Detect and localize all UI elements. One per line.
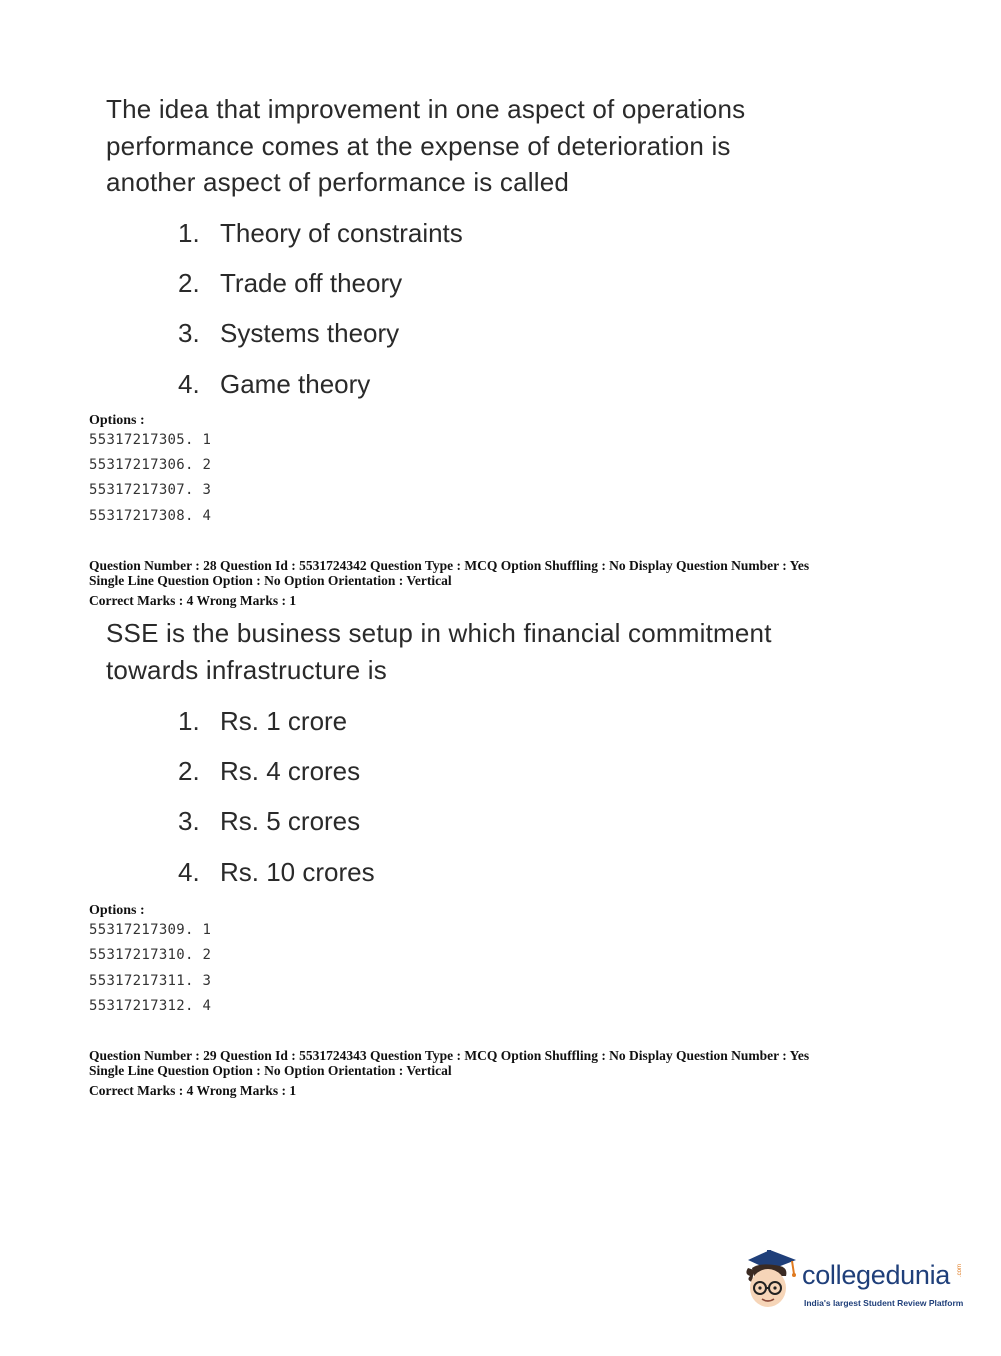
choice-number: 3. (178, 318, 200, 348)
choice-text: Rs. 5 crores (220, 806, 361, 836)
question-28-choice-2 (178, 756, 360, 787)
choice-number: 4. (178, 369, 200, 399)
option-id-row: 55317217308. 4 (89, 508, 212, 524)
option-id-row: 55317217309. 1 (89, 922, 212, 938)
choice-number: 1. (178, 218, 200, 248)
question-text-line: SSE is the business setup in which financial commitment (106, 618, 772, 648)
choice-text: Theory of constraints (220, 218, 463, 248)
question-27-choice-4 (178, 369, 370, 400)
options-label: Options : (89, 903, 145, 918)
meta-line: Correct Marks : 4 Wrong Marks : 1 (89, 593, 297, 608)
option-id-row: 55317217312. 4 (89, 998, 212, 1014)
option-id-row: 55317217307. 3 (89, 482, 212, 498)
question-27-choice-2 (178, 268, 402, 299)
brand-name: collegedunia (802, 1260, 951, 1290)
meta-line: Question Number : 28 Question Id : 5531724342 Question Type : MCQ Option Shuffling : No Display Question Number : Yes (89, 558, 810, 573)
choice-number: 2. (178, 268, 200, 298)
question-text-line: another aspect of performance is called (106, 167, 570, 197)
choice-text: Game theory (220, 369, 371, 399)
choice-text: Systems theory (220, 318, 400, 348)
choice-number: 3. (178, 806, 200, 836)
question-28-choice-4 (178, 857, 375, 888)
mascot-graduate-icon (740, 1246, 800, 1312)
option-id-row: 55317217305. 1 (89, 432, 212, 448)
question-28-meta (89, 558, 889, 608)
option-id-row: 55317217310. 2 (89, 947, 212, 963)
choice-text: Trade off theory (220, 268, 403, 298)
meta-line: Single Line Question Option : No Option Orientation : Vertical (89, 1063, 452, 1078)
option-id-row: 55317217311. 3 (89, 973, 212, 989)
question-27-text (106, 91, 828, 201)
options-label: Options : (89, 413, 145, 428)
choice-text: Rs. 4 crores (220, 756, 361, 786)
choice-text: Rs. 10 crores (220, 857, 375, 887)
brand-com: .com (957, 1264, 963, 1278)
choice-text: Rs. 1 crore (220, 706, 348, 736)
question-27-choice-3 (178, 318, 399, 349)
choice-number: 4. (178, 857, 200, 887)
question-28-choice-1 (178, 706, 347, 737)
question-28-text (106, 615, 828, 688)
question-text-line: performance comes at the expense of deterioration is (106, 130, 731, 161)
option-id-row: 55317217306. 2 (89, 457, 212, 473)
meta-line: Correct Marks : 4 Wrong Marks : 1 (89, 1083, 297, 1098)
question-28-choice-3 (178, 806, 360, 837)
meta-line: Single Line Question Option : No Option Orientation : Vertical (89, 573, 452, 588)
brand-tagline: India's largest Student Review Platform (804, 1298, 964, 1308)
question-27-choice-1 (178, 218, 463, 249)
meta-line: Question Number : 29 Question Id : 5531724343 Question Type : MCQ Option Shuffling : No Display Question Number : Yes (89, 1048, 810, 1063)
question-text-line: towards infrastructure is (106, 654, 387, 685)
choice-number: 1. (178, 706, 200, 736)
question-29-meta (89, 1048, 889, 1098)
collegedunia-logo (740, 1246, 970, 1316)
choice-number: 2. (178, 756, 200, 786)
question-text-line: The idea that improvement in one aspect of operations (106, 94, 746, 124)
